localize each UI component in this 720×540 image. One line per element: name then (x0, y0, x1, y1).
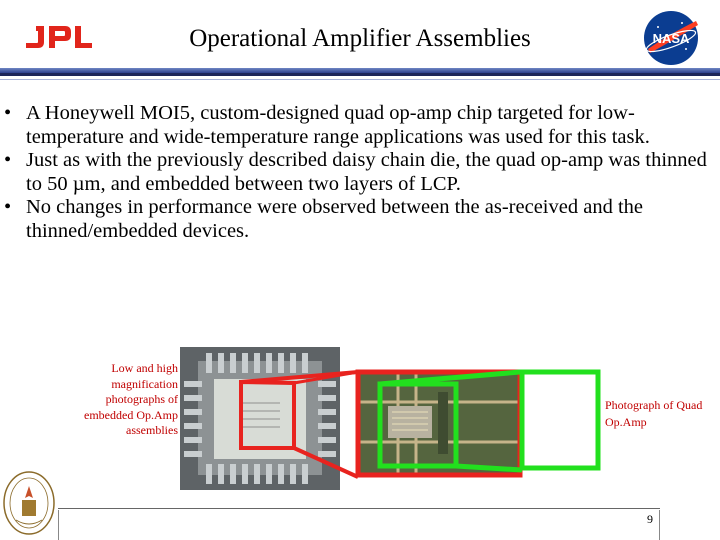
page-title: Operational Amplifier Assemblies (189, 25, 531, 52)
bullet-text: A Honeywell MOI5, custom-designed quad op-amp chip targeted for low-temperature and wide-temperature range applications was used for this task. (26, 102, 650, 148)
footer-frame (58, 510, 660, 540)
page-number: 9 (647, 512, 653, 526)
bullet-text: No changes in performance were observed between the as-received and the thinned/embedded devices. (26, 196, 643, 242)
zoom-line-green (456, 466, 522, 470)
caption-right: Photograph of Quad Op.Amp (605, 398, 703, 429)
bullet-text: Just as with the previously described daisy chain die, the quad op-amp was thinned to 50 µm, and embedded between two layers of LCP. (26, 149, 707, 195)
caption-left: Low and high magnification photographs of embedded Op.Amp assemblies (84, 361, 178, 437)
footer-line (58, 508, 660, 509)
bullet-marker: • (4, 196, 12, 218)
zoom-frame-green (522, 372, 598, 468)
bullet-marker: • (4, 149, 12, 171)
caltech-seal-icon (2, 470, 56, 536)
bullet-marker: • (4, 102, 12, 124)
svg-text:NASA: NASA (652, 31, 690, 46)
zoom-box-green-small (380, 384, 456, 466)
